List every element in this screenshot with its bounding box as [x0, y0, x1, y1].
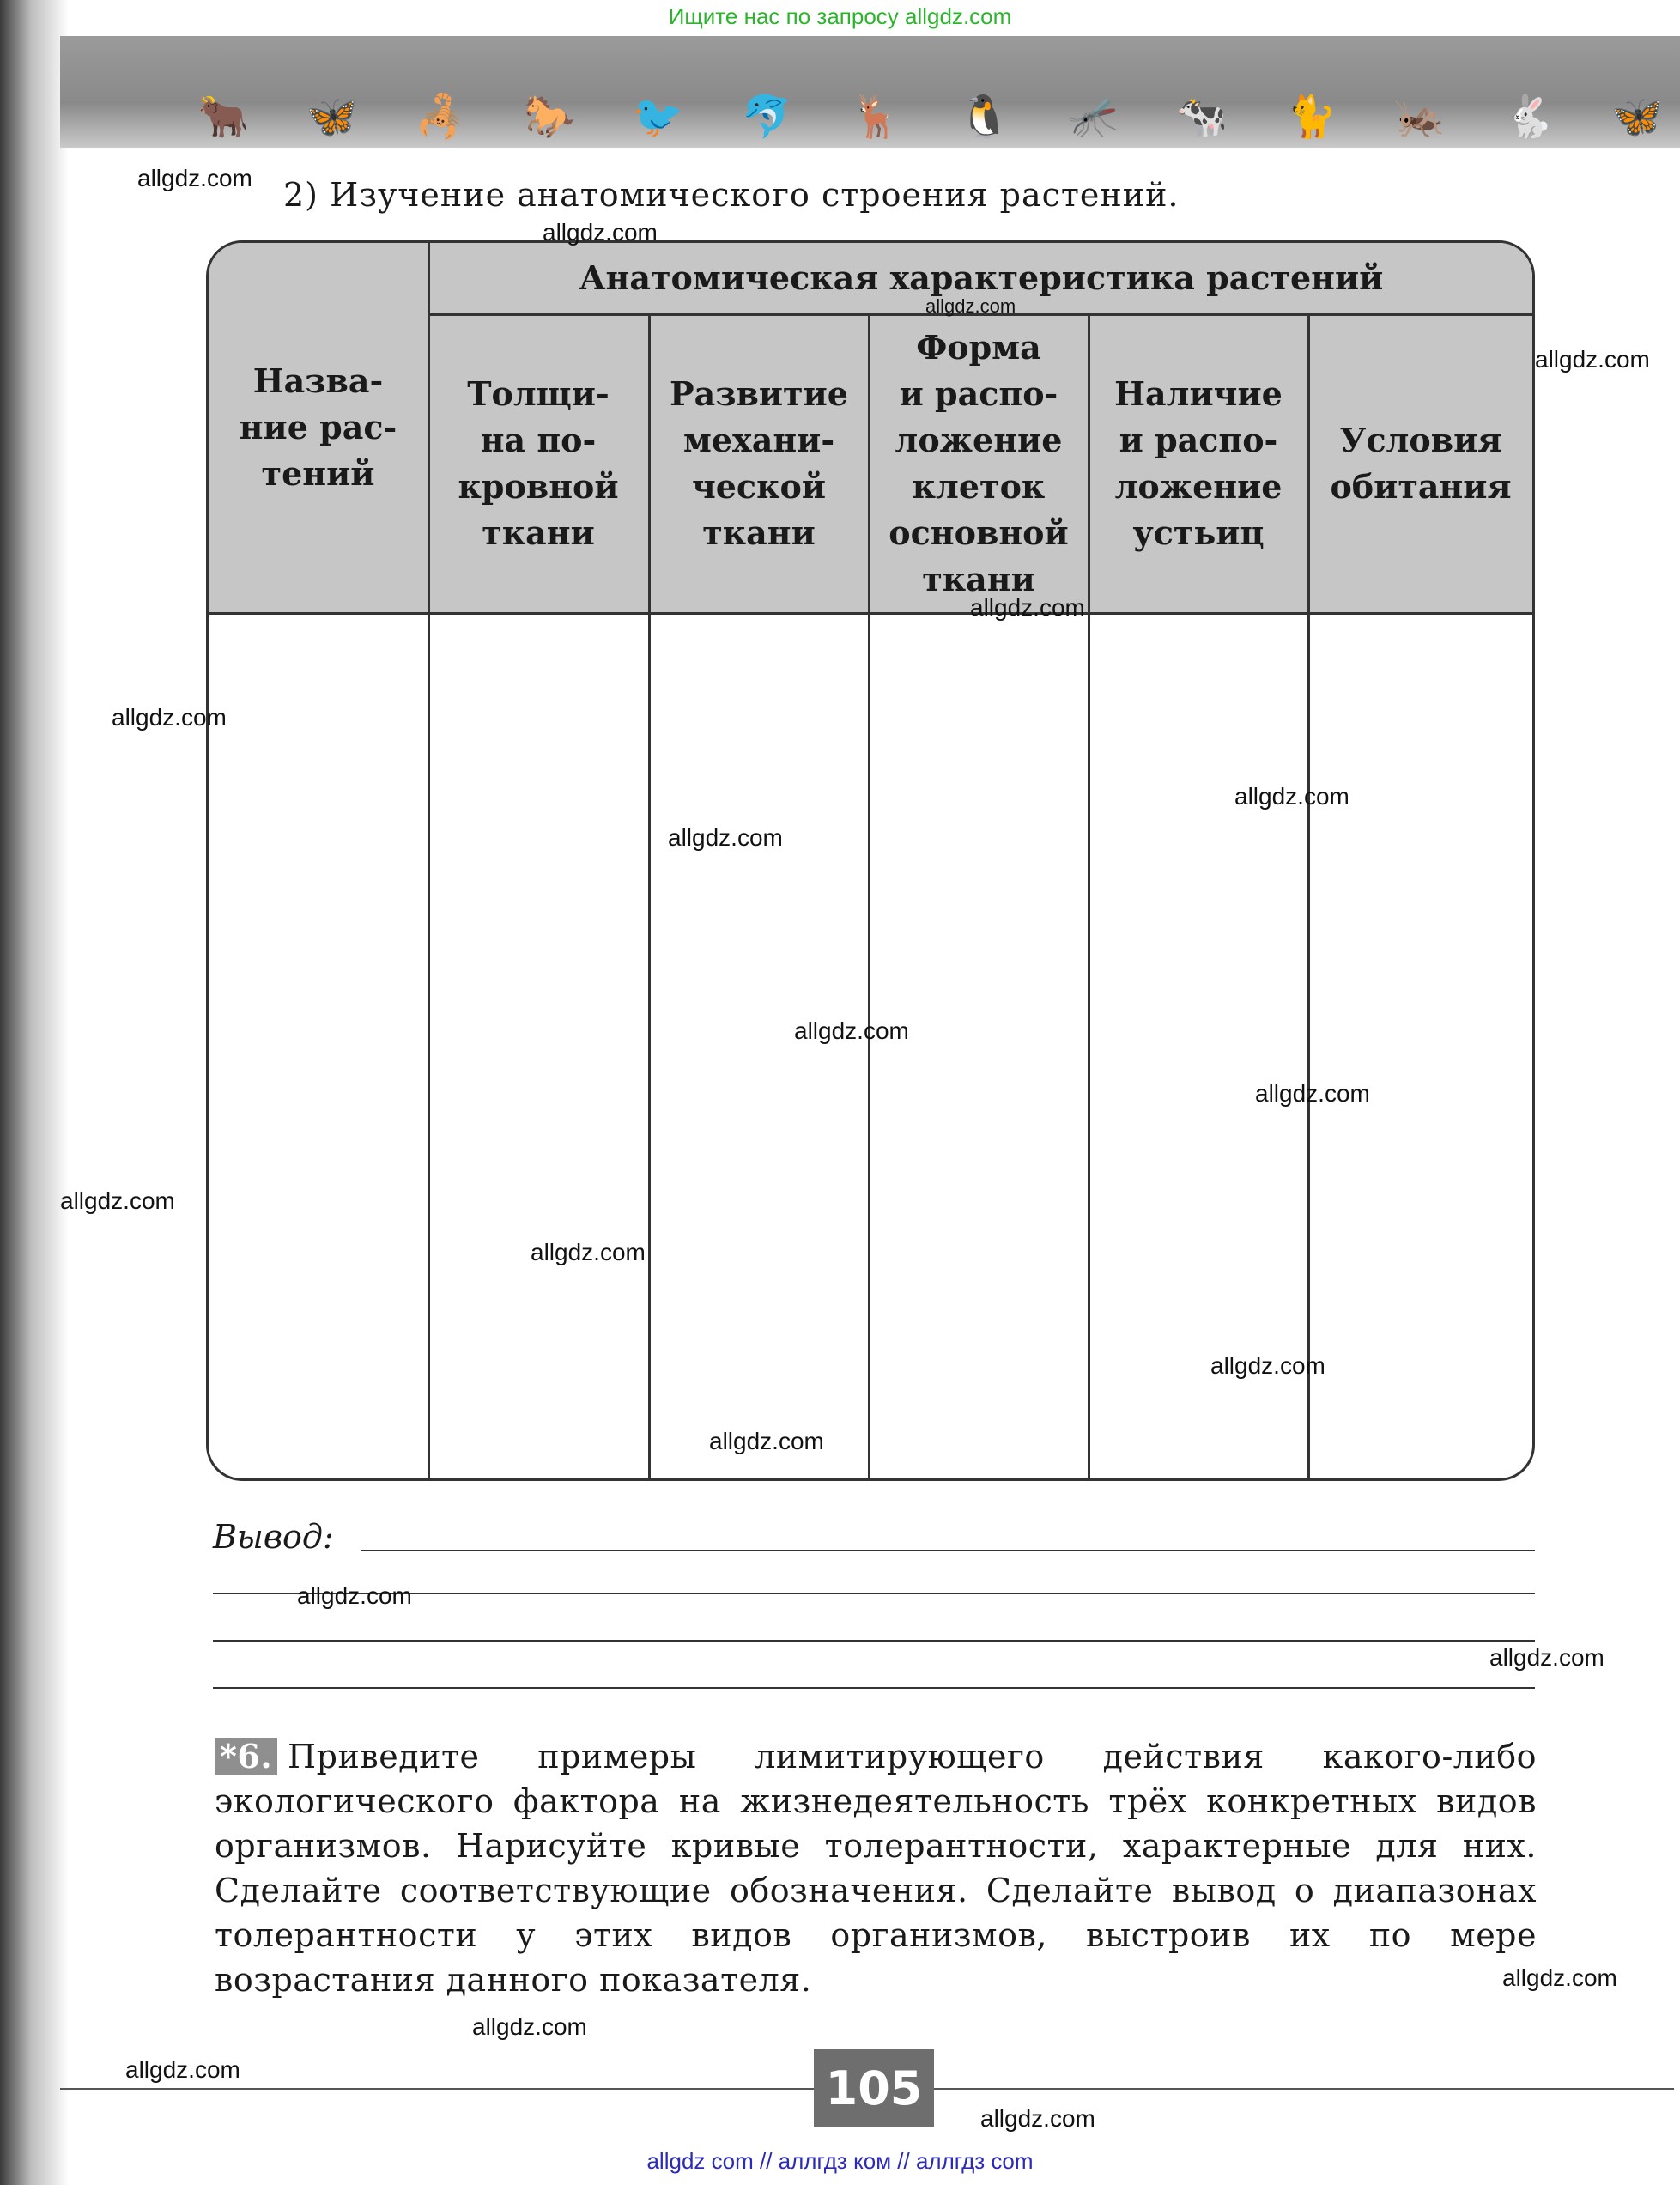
conclusion-answer-line[interactable]	[361, 1550, 1535, 1551]
watermark: allgdz.com	[1489, 1644, 1604, 1671]
watermark: allgdz.com	[531, 1239, 646, 1265]
group-header: Анатомическая характеристика растений	[579, 258, 1384, 297]
watermark: allgdz.com	[980, 2105, 1095, 2132]
rabbit-icon: 🐇	[1502, 93, 1555, 141]
horse-icon: 🐎	[524, 93, 575, 141]
page-number: 105	[814, 2049, 934, 2127]
deer-icon: 🦌	[850, 93, 901, 141]
animal-silhouettes	[197, 93, 1663, 141]
watermark: allgdz.com	[472, 2013, 587, 2040]
cow-icon: 🐄	[1176, 93, 1228, 141]
watermark: allgdz.com	[1502, 1964, 1617, 1991]
page-binding-shadow	[0, 0, 69, 2185]
footer-links[interactable]: allgdz com // аллгдз ком // аллгдз com	[646, 2148, 1034, 2174]
watermark: allgdz.com	[1535, 346, 1650, 373]
watermark: allgdz.com	[543, 219, 658, 246]
watermark: allgdz.com	[668, 824, 783, 851]
column-header-habitat: Условия обитания	[1330, 421, 1512, 506]
conclusion-label: Вывод:	[213, 1518, 334, 1556]
watermark: allgdz.com	[112, 704, 227, 731]
column-header-stomata: Наличие и распо- ложение устьиц	[1114, 374, 1283, 552]
cat-icon: 🐈	[1285, 93, 1337, 141]
top-search-link[interactable]: Ищите нас по запросу allgdz.com	[668, 3, 1012, 29]
mosquito-icon: 🦟	[1067, 93, 1119, 141]
column-header-ground-tissue: Форма и распо- ложение клеток основной ткани	[889, 328, 1069, 598]
column-header-plant-name: Назва- ние рас- тений	[239, 361, 397, 493]
column-header-cover-tissue: Толщи- на по- кровной ткани	[458, 374, 619, 552]
column-header-mechanical-tissue: Развитие механи- ческой ткани	[670, 374, 848, 552]
task-text: Приведите примеры лимитирующего действия какого-либо экологического фактора на жизнедеятельность трёх конкретных видов организмов. Нарисуйте кривые толерантности, характерные для них. Сделайте соответствующие обозначения. Сделайте вывод о диапазонах толерантности у этих видов организмов, выстроив их по мере возрастания данного показателя.	[215, 1738, 1537, 1999]
butterfly-icon: 🦋	[306, 93, 358, 141]
watermark: allgdz.com	[297, 1582, 412, 1609]
animal-banner	[60, 36, 1680, 148]
bird-icon: 🐦	[632, 93, 684, 141]
watermark: allgdz.com	[137, 165, 252, 191]
task-6	[215, 1734, 1537, 2002]
section-subtitle: 2) Изучение анатомического строения растений.	[283, 176, 1180, 214]
watermark: allgdz.com	[925, 295, 1016, 317]
scorpion-icon: 🦂	[415, 93, 467, 141]
watermark: allgdz.com	[60, 1187, 175, 1214]
watermark: allgdz.com	[709, 1428, 824, 1454]
watermark: allgdz.com	[970, 594, 1085, 621]
watermark: allgdz.com	[794, 1017, 909, 1044]
watermark: allgdz.com	[1234, 783, 1349, 810]
anatomy-table	[206, 240, 1535, 1481]
dolphin-icon: 🐬	[741, 93, 793, 141]
moth-icon: 🦋	[1611, 93, 1663, 141]
watermark: allgdz.com	[125, 2056, 240, 2083]
conclusion-answer-line[interactable]	[213, 1687, 1535, 1689]
penguin-icon: 🐧	[958, 93, 1010, 141]
task-number-badge: *6.	[215, 1738, 277, 1775]
watermark: allgdz.com	[1210, 1352, 1325, 1379]
watermark: allgdz.com	[1255, 1080, 1370, 1107]
bull-icon: 🐂	[197, 93, 249, 141]
conclusion-answer-line[interactable]	[213, 1640, 1535, 1642]
cricket-icon: 🦗	[1393, 93, 1446, 141]
